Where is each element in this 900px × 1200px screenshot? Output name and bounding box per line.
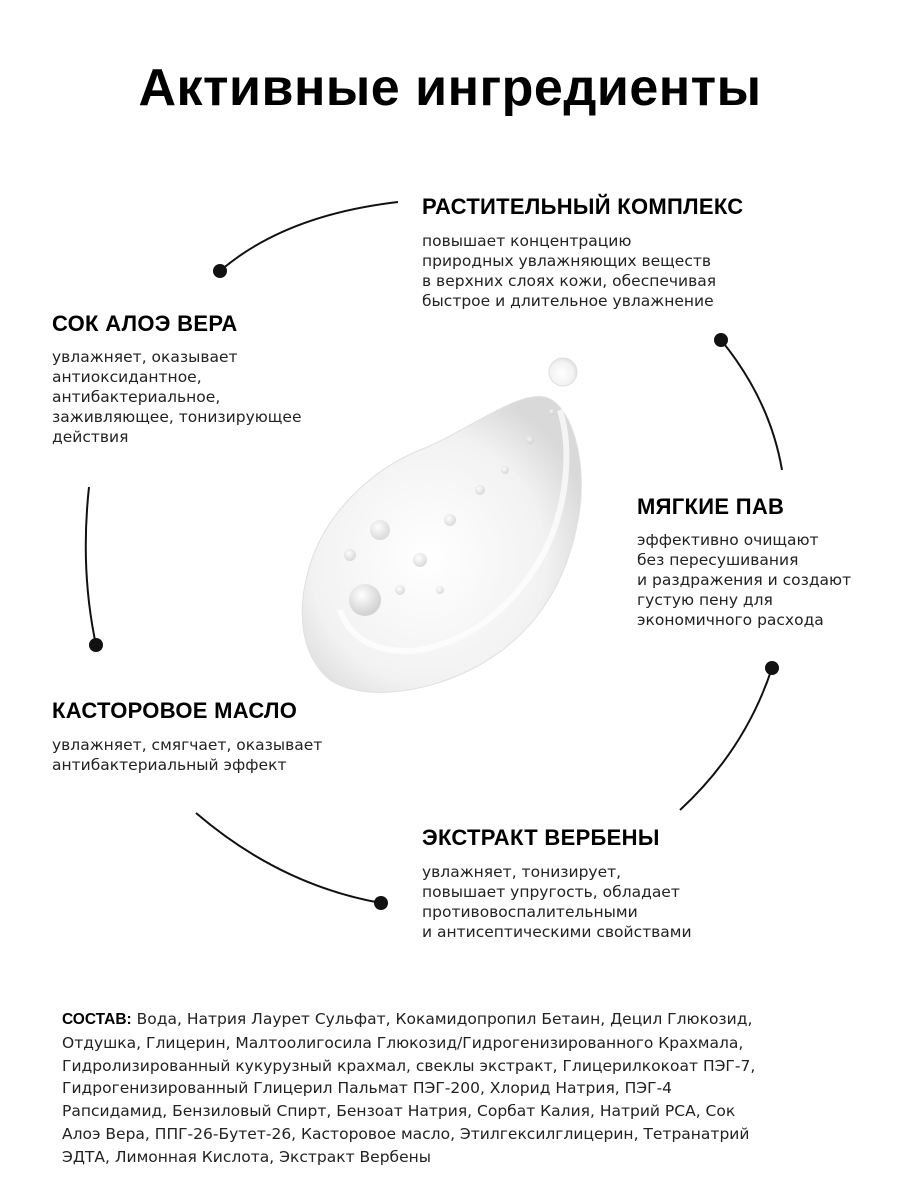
composition-line: Отдушка, Глицерин, Малтоолигосила Глюкозид/Гидрогенизированного Крахмала, [62,1033,744,1052]
desc-line: быстрое и длительное увлажнение [422,292,714,310]
composition-line: ЭДТА, Лимонная Кислота, Экстракт Вербены [62,1147,432,1166]
desc-line: повышает концентрацию [422,232,632,250]
ingredient-desc-mild-surfactants [637,530,851,630]
composition-line [62,1008,852,1032]
arc-line [721,340,782,470]
ingredient-title-mild-surfactants: МЯГКИЕ ПАВ [637,494,785,519]
arc-line [86,487,96,645]
composition-line: Алоэ Вера, ППГ-26-Бутет-26, Касторовое масло, Этилгексилглицерин, Тетранатрий [62,1124,750,1143]
desc-line: противовоспалительными [422,903,638,921]
desc-line: антибактериальное, [52,388,221,406]
ingredient-desc-aloe-juice [52,347,301,447]
desc-line: заживляющее, тонизирующее [52,408,302,426]
ingredient-title-plant-complex: РАСТИТЕЛЬНЫЙ КОМПЛЕКС [422,194,744,219]
desc-line: антибактериальный эффект [52,756,287,774]
arc-dot [765,661,779,675]
arc-dot [213,264,227,278]
composition-text [62,1008,852,1169]
ingredient-desc-castor-oil [52,735,322,775]
arc-line [680,668,772,810]
desc-line: и раздражения и создают [637,571,852,589]
product-smear-image [302,358,581,692]
composition-label: СОСТАВ: [62,1011,132,1028]
arc-dot [89,638,103,652]
desc-line: густую пену для [637,591,773,609]
desc-line: без пересушивания [637,551,799,569]
desc-line: повышает упругость, обладает [422,883,680,901]
page-title: Активные ингредиенты [138,59,762,117]
desc-line: увлажняет, смягчает, оказывает [52,736,323,754]
composition-line: Рапсидамид, Бензиловый Спирт, Бензоат Натрия, Сорбат Калия, Натрий PCA, Сок [62,1102,736,1121]
desc-line: увлажняет, тонизирует, [422,863,622,881]
arc-dot [374,896,388,910]
arc-dot [714,333,728,347]
ingredient-title-aloe-juice: СОК АЛОЭ ВЕРА [52,311,238,336]
ingredient-desc-verbena-extract [422,862,692,942]
composition-line-text: Вода, Натрия Лаурет Сульфат, Кокамидопропил Бетаин, Децил Глюкозид, [131,1010,753,1028]
desc-line: и антисептическими свойствами [422,923,692,941]
ingredient-title-verbena-extract: ЭКСТРАКТ ВЕРБЕНЫ [422,825,660,850]
desc-line: антиоксидантное, [52,368,202,386]
arc-line [220,202,398,271]
desc-line: в верхних слоях кожи, обеспечивая [422,272,717,290]
composition-line: Гидрогенизированный Глицерил Пальмат ПЭГ-200, Хлорид Натрия, ПЭГ-4 [62,1079,673,1098]
desc-line: действия [52,428,129,446]
desc-line: эффективно очищают [637,531,819,549]
desc-line: природных увлажняющих веществ [422,252,712,270]
ingredient-title-castor-oil: КАСТОРОВОЕ МАСЛО [52,698,298,723]
desc-line: экономичного расхода [637,611,824,629]
desc-line: увлажняет, оказывает [52,348,238,366]
arc-line [196,813,381,903]
ingredient-desc-plant-complex [422,231,716,311]
composition-line: Гидролизированный кукурузный крахмал, свеклы экстракт, Глицерилкокоат ПЭГ-7, [62,1056,756,1075]
